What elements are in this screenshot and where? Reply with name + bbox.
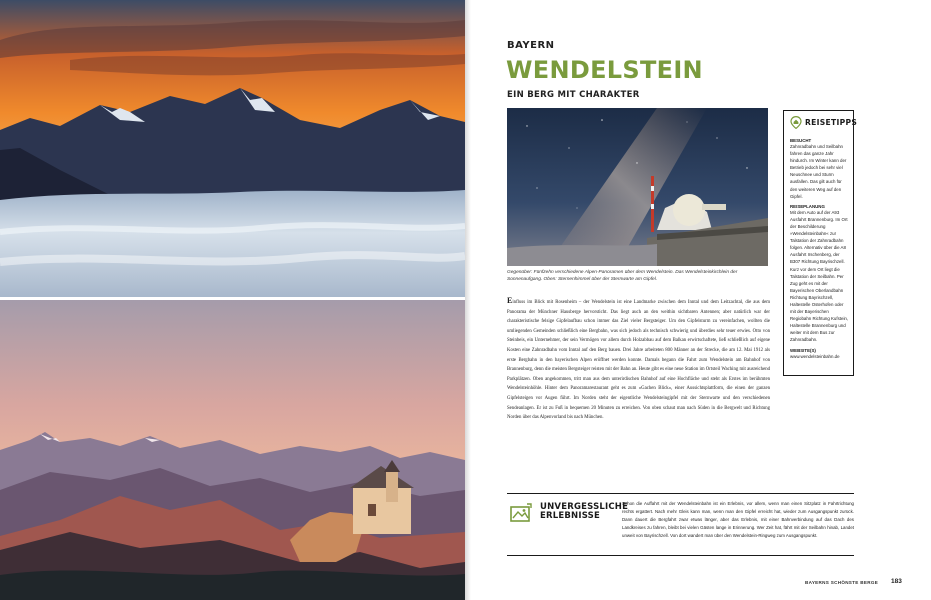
experiences-text: Schon die Auffahrt mit der Wendelsteinbahn ist ein Erlebnis, vor allem, wenn man einen Sitzplatz in Fahrtrichtung rechts ergattert. Nach mehr Gleis kann man, wenn man den Gipfel erreicht hat, wieder zum Ausgangspunkt zurück. Dann dauert die Bergfahrt zwar etwas länger, aber das Erlebnis, mit einer Bahnverbindung auf das Dach des Landkreises zu fahren, bleibt bei vielen Gästen lange in Erinnerung. Wer Zeit hat, fährt mit der Seilbahn hinab, Landet unweit von Bayrischzell. Von dort wandert man über den Wendelstein-Ringweg zum Ausgangspunkt. (622, 501, 854, 539)
page-number: 183 (891, 578, 902, 585)
article-subtitle: EIN BERG MIT CHARAKTER (507, 90, 640, 100)
experiences-top-rule (507, 493, 854, 494)
running-footer: BAYERNS SCHÖNSTE BERGE (805, 580, 879, 585)
chapel-wall (353, 486, 411, 534)
article-kicker: BAYERN (507, 40, 555, 51)
chapel-on-summit-photo (0, 300, 465, 600)
map-pin-icon (790, 116, 802, 129)
travel-tips-box (783, 110, 858, 376)
tips-label-season: BESUCHT (790, 138, 812, 143)
chapel-mountains-illustration (0, 300, 465, 600)
sunset-mountains-illustration (0, 0, 465, 297)
tips-label-planning: REISEPLANUNG (790, 203, 825, 209)
tips-text-website: www.wendelsteinbahn.de (790, 353, 840, 359)
tips-label-website: WEBSITE(S) (790, 347, 816, 353)
tips-text-season: Zahnradbahn und Seilbahn fahren das ganze Jahr hindurch. Im Winter kann der Betrieb jedoch bei sehr viel Neuschnee und Sturm ausfallen. Das gilt auch für den weiteren Weg auf den Gipfel. (790, 144, 847, 199)
travel-tips-header (790, 116, 858, 129)
tips-text-planning: Mit dem Auto auf der A93 Ausfahrt Brannenburg. Im Ort der Beschilderung »Wendelsteinbahn« zur Talstation der Zahnradbahn folgen. Alternativ über die A8 Ausfahrt Irschenberg, der B307 Richtung Bayrischzell. Kurz vor dem Ort liegt die Talstation der Seilbahn. Per Zug geht es mit der Bayerischen Oberlandbahn Richtung Bayrischzell, Haltestelle Osterhofen oder mit der Bayerischen Regiobahn Richtung Kufstein, Haltestelle Brannenburg und weiter mit dem Bus zur Zahnradbahn. (790, 209, 849, 343)
book-gutter (465, 0, 471, 600)
observatory-night-photo (507, 108, 768, 266)
experiences-title: UNVERGESSLICHE ERLEBNISSE (540, 502, 629, 521)
photo-camera-icon (509, 502, 533, 526)
photo-caption: Gegenüber: Fünfzehn verschiedene Alpen-Panoramen über dem Wendelstein. Das Wendelsteinkirchlein der Sonnenaufgang. Oben: Sternenhimmel über der Sternwarte am Gipfel. (507, 270, 738, 282)
observatory-illustration (507, 108, 768, 266)
experiences-bottom-rule (507, 555, 854, 556)
article-title: WENDELSTEIN (506, 56, 703, 84)
body-initial: E (507, 296, 513, 305)
body-paragraph: influss im Blick mit Rosenheim – der Wendelstein ist eine Landmarke zwischen dem Inntal und dem Leitzachtal, die aus dem Panorama der Münchner Hausberge hervorsticht. Das liegt auch an den weithin sichtbaren Antennen; aber natürlich war der charakteristische felsige Gipfelaufbau schon immer das Ziel vieler Bergsteiger. Um den Gipfelsturm zu vereinfachen, wollten die umliegenden Gemeinden schließlich eine Bergbahn, was sich jedoch als technisch schwierig und überdies sehr teuer erwies. Otto von Steinbeis, ein Unternehmer, der sein Vermögen vor allem durch Holzabbau auf dem Balkan erwirtschaftete, ließ schließlich auf eigene Kosten eine Zahnradbahn vom Inntal auf den Berg bauen. Drei Jahre arbeiteten 800 Männer an der Strecke, die am 12. Mai 1912 als erste Bergbahn in den bayerischen Alpen eröffnet werden konnte. Damals begann die Fahrt zum Wendelstein am Bahnhof von Brannenburg, denn die meisten Bergsteiger reisten mit der Bahn an. Heute gibt es eine neue Station im Ortsteil Waching mit ausreichend Parkplätzen. Oben angekommen, tritt man aus dem unterirdischen Bahnhof auf eine Hochfläche und steht als Erstes im berühmten Wendelsteinhöhle. Hinter dem Panoramarestaurant geht es zum »Gachen Blick«, einer Aussichtsplattform, die einen der ganzen Gipfelsteigen vor Augen führt. Im Norden steht der eigentliche Wendelsteingipfel mit der Sternwarte und den verschiedenen Sendeanlagen. Er ist zu Fuß in bequemen 20 Minuten zu erreichen. Von oben schaut man nach Süden in die Bergwelt und Richtung Norden über das Alpenvorland bis nach München. (507, 300, 770, 421)
article-body (507, 296, 770, 423)
travel-tips-title: REISETIPPS (805, 118, 858, 127)
sunset-sea-of-fog-photo (0, 0, 465, 297)
